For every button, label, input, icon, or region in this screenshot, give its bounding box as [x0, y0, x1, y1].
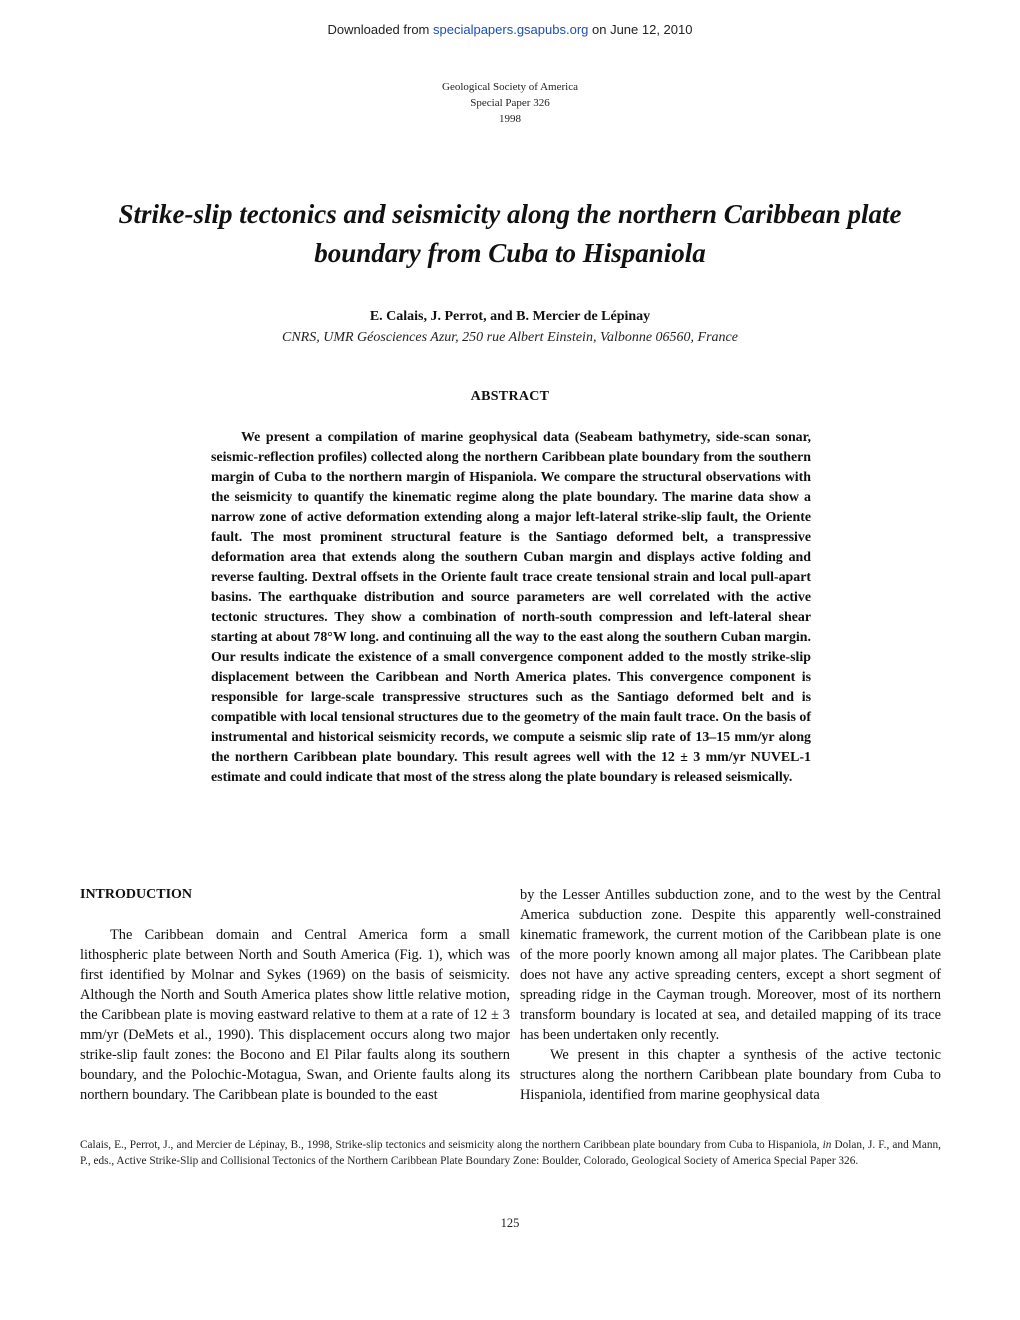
right-column — [520, 885, 941, 1105]
download-prefix: Downloaded from — [327, 22, 433, 37]
citation-part-2: Dolan, J. F., and Mann, P., eds., Active Strike-Slip and Collisional Tectonics of the Northern Caribbean Plate Boundary Zone: Boulder, Colorado, Geological Society of America Special Paper 326. — [80, 1139, 941, 1167]
citation-footnote — [80, 1137, 941, 1169]
download-suffix: on June 12, 2010 — [588, 22, 693, 37]
abstract-heading: ABSTRACT — [470, 389, 550, 404]
paper-title: Strike-slip tectonics and seismicity along the northern Caribbean plate boundary from Cuba to Hispaniola — [118, 199, 902, 268]
introduction-heading: INTRODUCTION — [80, 887, 193, 902]
intro-paragraph-right-1: by the Lesser Antilles subduction zone, and to the west by the Central America subduction zone. Despite this apparently well-constrained kinematic framework, the current motion of the Caribbean plate is one of the more poorly known among all major plates. The Caribbean plate does not have any active spreading centers, except a short segment of spreading ridge in the Cayman trough. Moreover, most of its northern transform boundary is located at sea, and detailed mapping of its trace has been undertaken only recently. — [520, 887, 941, 1043]
download-link[interactable]: specialpapers.gsapubs.org — [433, 22, 589, 37]
citation-part-1: Calais, E., Perrot, J., and Mercier de Lépinay, B., 1998, Strike-slip tectonics and seismicity along the northern Caribbean plate boundary from Cuba to Hispaniola, — [80, 1139, 823, 1151]
author-affiliation: CNRS, UMR Géosciences Azur, 250 rue Albert Einstein, Valbonne 06560, France — [282, 330, 738, 345]
paper-authors: E. Calais, J. Perrot, and B. Mercier de Lépinay — [369, 309, 651, 324]
publication-year: 1998 — [499, 113, 521, 125]
abstract-text: We present a compilation of marine geophysical data (Seabeam bathymetry, side-scan sonar, seismic-reflection profiles) collected along the northern Caribbean plate boundary from the southern margin of Cuba to the northern margin of Hispaniola. We compare the structural observations with the seismicity to quantify the kinematic regime along the plate boundary. The marine data show a narrow zone of active deformation extending along a major left-lateral strike-slip fault, the Oriente fault. The most prominent structural feature is the Santiago deformed belt, a transpressive deformation area that extends along the southern Cuban margin and displays active folding and reverse faulting. Dextral offsets in the Oriente fault trace create tensional strain and local pull-apart basins. The earthquake distribution and source parameters are well correlated with the active tectonic structures. They show a combination of north-south compression and left-lateral shear starting at about 78°W long. and continuing all the way to the east along the southern Cuban margin. Our results indicate the existence of a small convergence component added to the mostly strike-slip displacement between the Caribbean and North America plates. This convergence component is responsible for large-scale transpressive structures such as the Santiago deformed belt and is compatible with local tensional structures due to the geometry of the main fault trace. On the basis of instrumental and historical seismicity records, we compute a seismic slip rate of 13–15 mm/yr along the northern Caribbean plate boundary. This result agrees well with the 12 ± 3 mm/yr NUVEL-1 estimate and could indicate that most of the stress along the plate boundary is released seismically. — [211, 430, 811, 785]
society-name: Geological Society of America — [442, 81, 578, 93]
intro-paragraph-left: The Caribbean domain and Central America form a small lithospheric plate between North and South America (Fig. 1), which was first identified by Molnar and Sykes (1969) on the basis of seismicity. Although the North and South America plates show little relative motion, the Caribbean plate is moving eastward relative to them at a rate of 12 ± 3 mm/yr (DeMets et al., 1990). This displacement occurs along two major strike-slip fault zones: the Bocono and El Pilar faults along its southern boundary, and the Polochic-Motagua, Swan, and Oriente faults along its northern boundary. The Caribbean plate is bounded to the east — [80, 927, 510, 1103]
citation-in: in — [822, 1139, 832, 1151]
download-notice — [0, 22, 1020, 37]
left-column — [80, 885, 510, 1105]
page-number: 125 — [500, 1216, 520, 1230]
series-info — [0, 79, 1020, 127]
intro-paragraph-right-2: We present in this chapter a synthesis of the active tectonic structures along the northern Caribbean plate boundary from Cuba to Hispaniola, identified from marine geophysical data — [520, 1047, 941, 1103]
special-paper-number: Special Paper 326 — [470, 97, 550, 109]
